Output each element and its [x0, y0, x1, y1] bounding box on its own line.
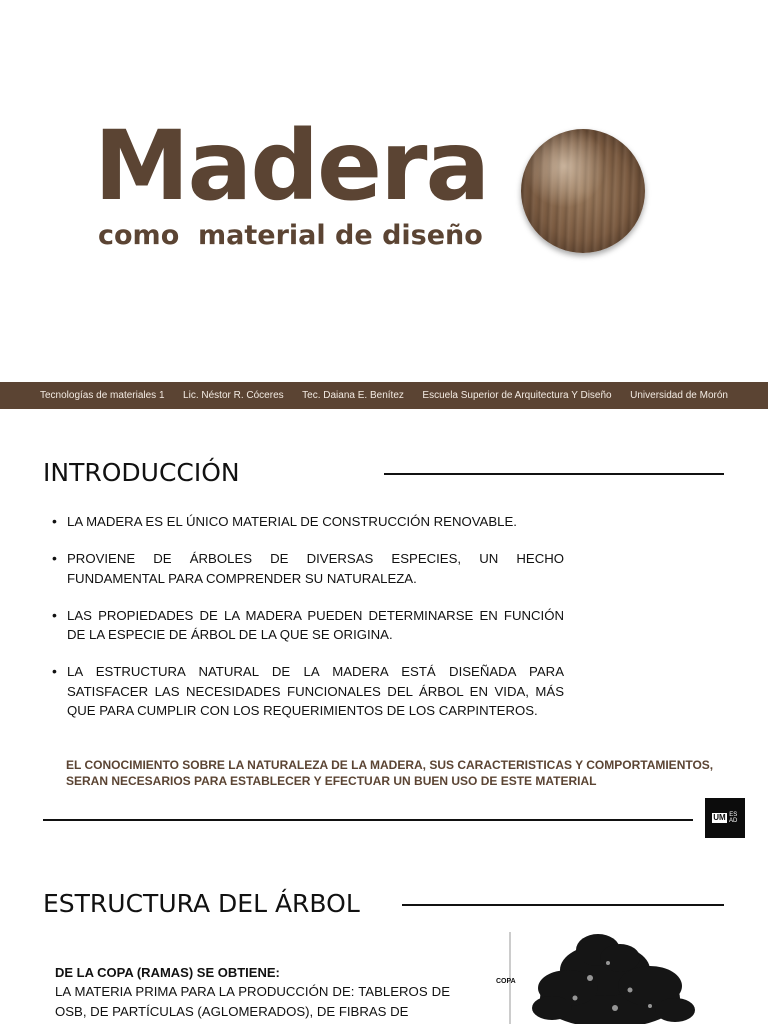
list-item: • LA MADERA ES EL ÚNICO MATERIAL DE CONSTRUCCIÓN RENOVABLE. [52, 512, 564, 532]
list-item: • LA ESTRUCTURA NATURAL DE LA MADERA ESTÁ DISEÑADA PARA SATISFACER LAS NECESIDADES FUNCIONALES DEL ÁRBOL EN VIDA, MÁS QUE PARA CUMPLIR CON LOS REQUERIMIENTOS DE LOS CARPINTEROS. [52, 662, 564, 721]
university-logo [705, 798, 745, 838]
copa-paragraph: LA MATERIA PRIMA PARA LA PRODUCCIÓN DE: TABLEROS DE OSB, DE PARTÍCULAS (AGLOMERADOS), DE FIBRAS DE [55, 984, 450, 1019]
intro-divider [384, 473, 724, 475]
wood-sphere-image [521, 129, 645, 253]
info-course: Tecnologías de materiales 1 [40, 390, 165, 401]
info-bar [0, 382, 768, 409]
info-professor: Lic. Néstor R. Cóceres [183, 390, 284, 401]
intro-heading: INTRODUCCIÓN [43, 458, 240, 487]
info-university: Universidad de Morón [630, 390, 728, 401]
info-assistant: Tec. Daiana E. Benítez [302, 390, 404, 401]
copa-label: COPA [496, 978, 516, 985]
logo-sub: ES AD [729, 812, 738, 824]
section-divider [43, 819, 693, 821]
info-school: Escuela Superior de Arquitectura Y Diseño [422, 390, 612, 401]
intro-bullet-list [52, 512, 564, 738]
logo-mark: UM [713, 813, 726, 822]
document-subtitle: como material de diseño [98, 220, 483, 251]
document-title: Madera [94, 110, 489, 222]
copa-heading: DE LA COPA (RAMAS) SE OBTIENE: [55, 965, 280, 980]
highlight-note: EL CONOCIMIENTO SOBRE LA NATURALEZA DE LA MADERA, SUS CARACTERISTICAS Y COMPORTAMIENTOS, SERAN NECESARIOS PARA ESTABLECER Y EFECTUAR UN BUEN USO DE ESTE MATERIAL [66, 758, 714, 788]
list-item: • LAS PROPIEDADES DE LA MADERA PUEDEN DETERMINARSE EN FUNCIÓN DE LA ESPECIE DE ÁRBOL DE LA QUE SE ORIGINA. [52, 606, 564, 645]
tree-diagram [480, 928, 720, 1024]
structure-heading: ESTRUCTURA DEL ÁRBOL [43, 889, 360, 918]
list-item: • PROVIENE DE ÁRBOLES DE DIVERSAS ESPECIES, UN HECHO FUNDAMENTAL PARA COMPRENDER SU NATURALEZA. [52, 549, 564, 588]
structure-divider [402, 904, 724, 906]
